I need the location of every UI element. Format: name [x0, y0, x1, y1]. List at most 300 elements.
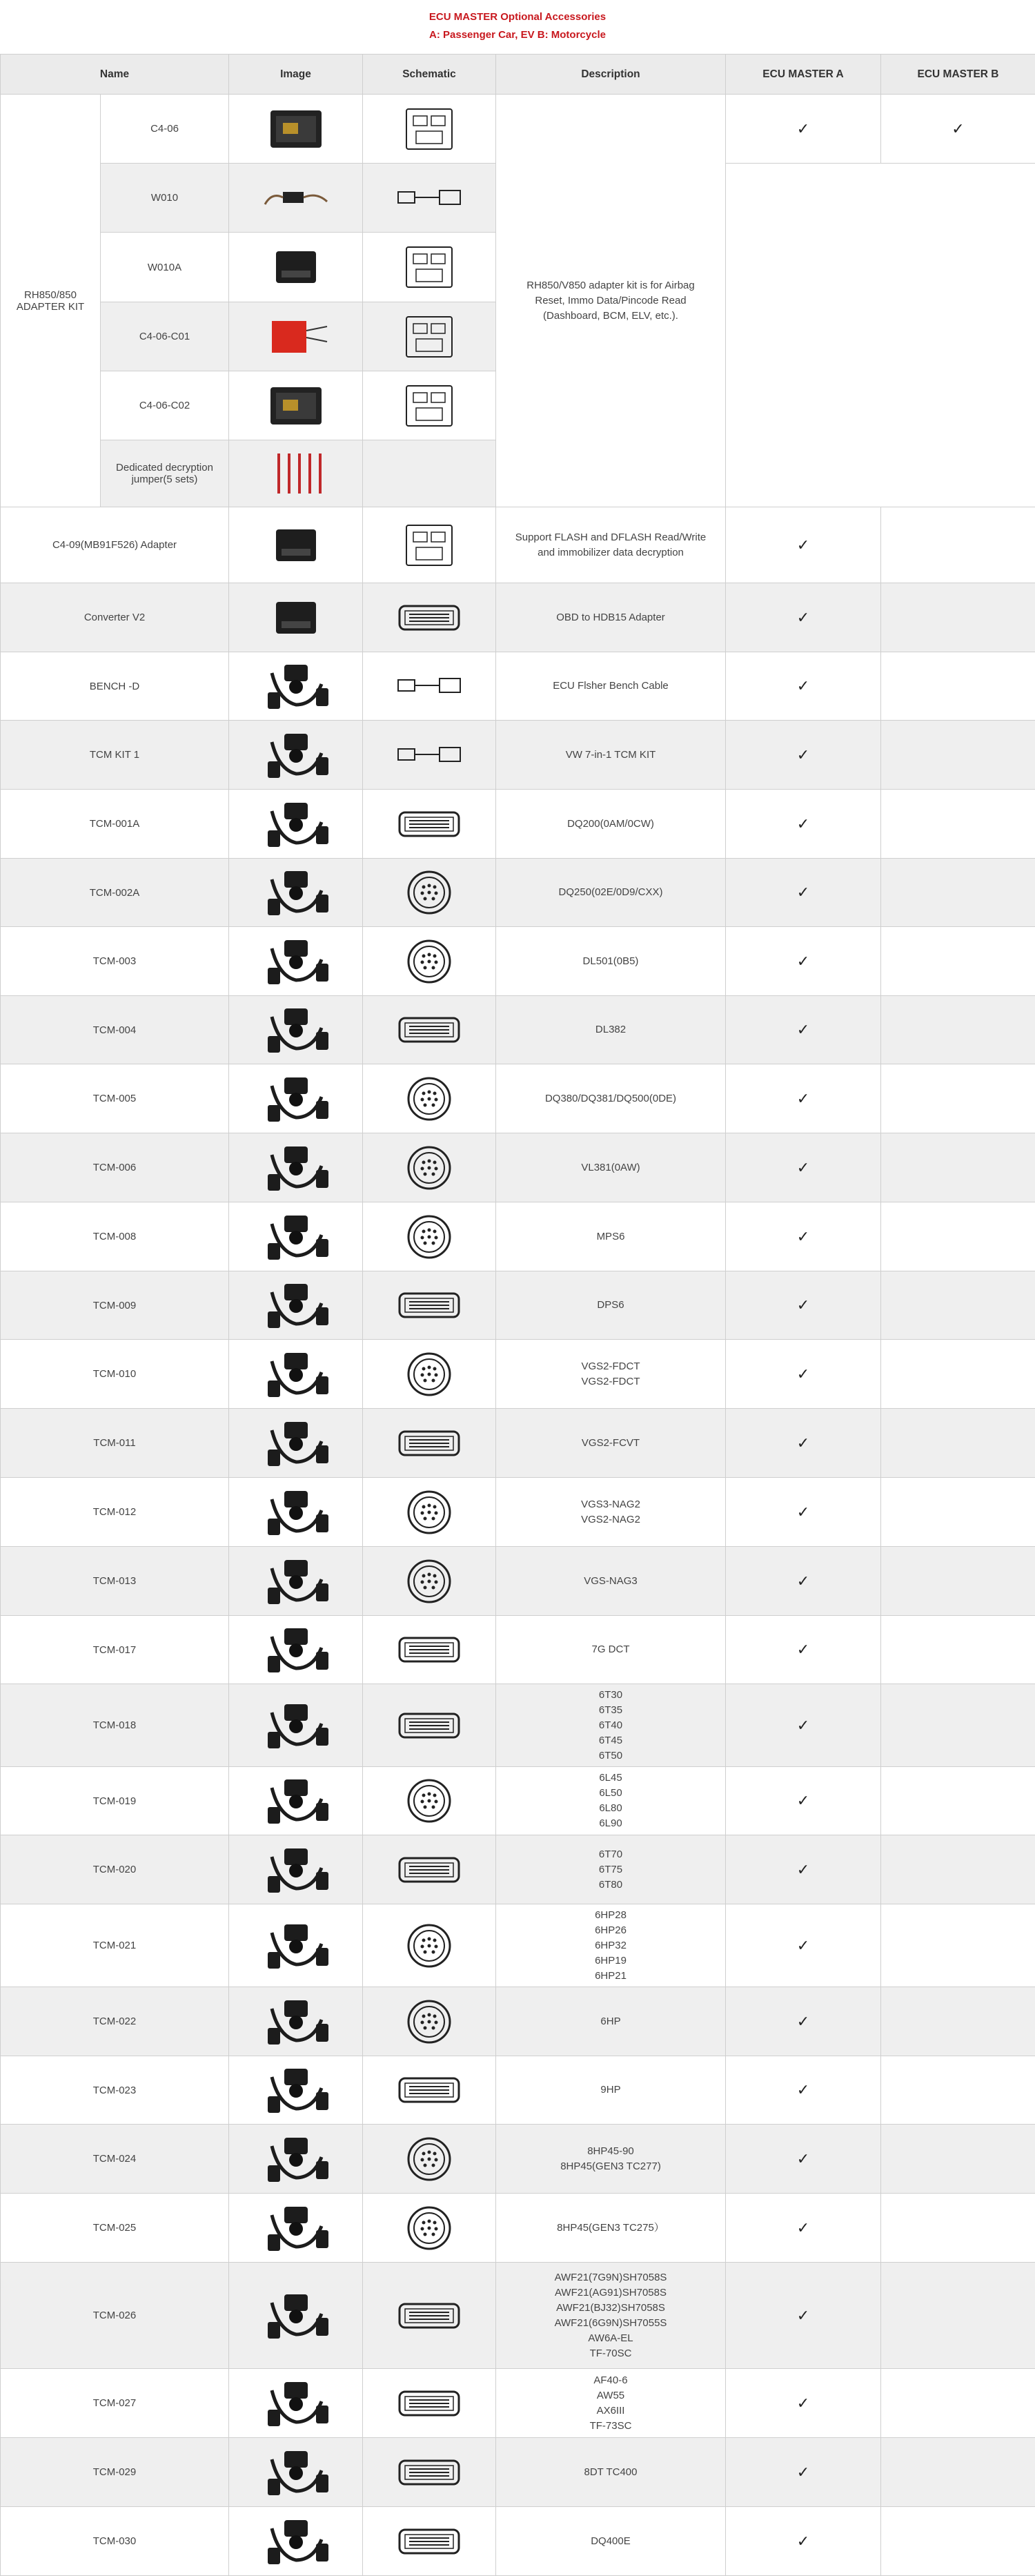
schematic-cell — [363, 440, 496, 507]
name-cell — [1, 1340, 229, 1409]
check-icon: ✓ — [797, 2081, 809, 2098]
cable-photo — [258, 1416, 334, 1470]
ecu-master-b-cell — [881, 927, 1035, 996]
cable-photo — [258, 171, 334, 225]
cable-photo — [258, 1623, 334, 1677]
ecu-master-b-cell — [881, 1904, 1035, 1987]
rect-connector-schematic-icon — [391, 1278, 467, 1332]
description-line: VGS2-FCVT — [496, 1436, 725, 1451]
round-connector-schematic-icon — [391, 1210, 467, 1264]
schematic-cell — [363, 371, 496, 440]
cable-photo — [258, 728, 334, 782]
name-cell — [1, 2369, 229, 2438]
description-line: 6HP32 — [496, 1938, 725, 1953]
ecu-master-a-cell — [726, 2369, 881, 2438]
name-cell — [1, 652, 229, 721]
description-line: 8HP45(GEN3 TC275） — [496, 2221, 725, 2236]
check-icon: ✓ — [797, 1228, 809, 1245]
name-cell — [1, 2194, 229, 2263]
cable-photo — [258, 518, 334, 572]
table-header-row — [1, 55, 1035, 95]
description-line: 6T50 — [496, 1748, 725, 1764]
image-cell — [229, 2056, 363, 2125]
schematic-cell — [363, 1684, 496, 1767]
ecu-master-a-cell — [726, 95, 881, 164]
round-connector-schematic-icon — [391, 1774, 467, 1828]
board-schematic-icon — [391, 518, 467, 572]
round-connector-schematic-icon — [391, 1347, 467, 1401]
table-row — [1, 652, 1035, 721]
kit-name-cell — [1, 95, 101, 507]
rect-connector-schematic-icon — [391, 2377, 467, 2430]
cable-photo — [258, 1699, 334, 1753]
name-cell — [1, 1064, 229, 1133]
description-cell — [496, 1271, 726, 1340]
rect-connector-schematic-icon — [391, 2289, 467, 2343]
schematic-cell — [363, 927, 496, 996]
cable-photo — [258, 1141, 334, 1195]
item-name: TCM-012 — [93, 1506, 137, 1518]
item-name-cell — [101, 371, 229, 440]
image-cell — [229, 1767, 363, 1835]
table-row — [1, 2438, 1035, 2507]
rect-connector-schematic-icon — [391, 591, 467, 645]
check-icon: ✓ — [797, 2219, 809, 2236]
table-row — [1, 1684, 1035, 1767]
description-line: AF40-6 — [496, 2373, 725, 2388]
image-cell — [229, 2263, 363, 2369]
description-cell — [496, 1684, 726, 1767]
description-line: DQ250(02E/0D9/CXX) — [496, 885, 725, 900]
table-row — [1, 1616, 1035, 1684]
description-line: 9HP — [496, 2082, 725, 2098]
schematic-cell — [363, 1133, 496, 1202]
description-cell — [496, 507, 726, 583]
description-line: MPS6 — [496, 1229, 725, 1245]
cable-photo — [258, 310, 334, 364]
description-line: VGS-NAG3 — [496, 1574, 725, 1589]
round-connector-schematic-icon — [391, 1554, 467, 1608]
ecu-master-a-cell — [726, 652, 881, 721]
ecu-master-a-cell — [726, 1202, 881, 1271]
table-row — [1, 583, 1035, 652]
description-line: 6T35 — [496, 1703, 725, 1718]
cable-photo — [258, 1919, 334, 1973]
schematic-cell — [363, 233, 496, 302]
check-icon: ✓ — [797, 677, 809, 694]
schematic-cell — [363, 1547, 496, 1616]
description-line: TF-73SC — [496, 2419, 725, 2434]
cable-photo — [258, 2515, 334, 2568]
item-name: TCM-027 — [93, 2397, 137, 2409]
board-schematic-icon — [391, 310, 467, 364]
rect-connector-schematic-icon — [391, 1003, 467, 1057]
image-cell — [229, 721, 363, 790]
check-icon: ✓ — [797, 1296, 809, 1314]
schematic-cell — [363, 2056, 496, 2125]
ecu-master-b-cell — [881, 507, 1035, 583]
ecu-master-b-cell — [881, 1202, 1035, 1271]
table-row — [1, 1767, 1035, 1835]
board-schematic-icon — [391, 240, 467, 294]
item-name: TCM-030 — [93, 2535, 137, 2547]
name-cell — [1, 790, 229, 859]
description-cell — [496, 1904, 726, 1987]
adapter-board-photo — [258, 102, 334, 156]
schematic-cell — [363, 2194, 496, 2263]
description-line: 6T40 — [496, 1718, 725, 1733]
name-cell — [1, 1684, 229, 1767]
ecu-master-a-cell — [726, 1133, 881, 1202]
kit-name: RH850/850 ADAPTER KIT — [17, 289, 84, 313]
description-cell — [496, 2438, 726, 2507]
ecu-master-a-cell — [726, 1904, 881, 1987]
table-row — [1, 1271, 1035, 1340]
cable-photo — [258, 659, 334, 713]
image-cell — [229, 507, 363, 583]
check-icon: ✓ — [797, 609, 809, 626]
description-cell — [496, 2507, 726, 2576]
description-line: VGS2-NAG2 — [496, 1512, 725, 1528]
description-line: 6T70 — [496, 1847, 725, 1862]
description-line: 6HP28 — [496, 1908, 725, 1923]
name-cell — [1, 2507, 229, 2576]
schematic-cell — [363, 583, 496, 652]
ecu-master-a-cell — [726, 2438, 881, 2507]
ecu-master-b-cell — [881, 1478, 1035, 1547]
table-row — [1, 1133, 1035, 1202]
schematic-cell — [363, 2369, 496, 2438]
ecu-master-b-cell — [881, 2056, 1035, 2125]
table-row — [1, 1409, 1035, 1478]
round-connector-schematic-icon — [391, 1141, 467, 1195]
description-line: 6HP19 — [496, 1953, 725, 1969]
ecu-master-b-cell — [881, 1547, 1035, 1616]
round-connector-schematic-icon — [391, 1072, 467, 1126]
item-name-cell — [101, 233, 229, 302]
description-cell — [496, 1616, 726, 1684]
item-name: TCM-002A — [90, 887, 140, 899]
col-header-ecu-master-b: ECU MASTER B — [881, 55, 1035, 95]
description-cell — [496, 1409, 726, 1478]
ecu-master-a-cell — [726, 1409, 881, 1478]
item-name: TCM-006 — [93, 1162, 137, 1173]
schematic-cell — [363, 2263, 496, 2369]
round-connector-schematic-icon — [391, 866, 467, 919]
check-icon: ✓ — [797, 2013, 809, 2030]
schematic-cell — [363, 1409, 496, 1478]
item-name: TCM-005 — [93, 1093, 137, 1104]
description-line: VL381(0AW) — [496, 1160, 725, 1175]
description-line: AWF21(6G9N)SH7055S — [496, 2316, 725, 2331]
ecu-master-a-cell — [726, 1987, 881, 2056]
description-cell — [496, 927, 726, 996]
item-name: C4-09(MB91F526) Adapter — [52, 539, 177, 551]
ecu-master-b-cell — [881, 652, 1035, 721]
item-name: TCM-026 — [93, 2310, 137, 2321]
ecu-master-a-cell — [726, 996, 881, 1064]
image-cell — [229, 302, 363, 371]
round-connector-schematic-icon — [391, 1919, 467, 1973]
cable-photo — [258, 1003, 334, 1057]
check-icon: ✓ — [797, 2463, 809, 2481]
item-name: TCM-025 — [93, 2222, 137, 2234]
rect-connector-schematic-icon — [391, 797, 467, 851]
board-schematic-icon — [391, 171, 467, 225]
image-cell — [229, 1904, 363, 1987]
schematic-cell — [363, 302, 496, 371]
description-line: AW6A-EL — [496, 2331, 725, 2346]
cable-photo — [258, 866, 334, 919]
cable-photo — [258, 1843, 334, 1897]
image-cell — [229, 1340, 363, 1409]
table-row — [1, 507, 1035, 583]
ecu-master-a-cell — [726, 1547, 881, 1616]
ecu-master-b-cell — [881, 1835, 1035, 1904]
item-name: W010A — [148, 262, 181, 273]
item-name: TCM-029 — [93, 2466, 137, 2478]
description-line: OBD to HDB15 Adapter — [496, 610, 725, 625]
item-name: Dedicated decryption jumper(5 sets) — [116, 462, 213, 485]
cable-photo — [258, 1485, 334, 1539]
description-line: VW 7-in-1 TCM KIT — [496, 748, 725, 763]
ecu-master-a-cell — [726, 927, 881, 996]
image-cell — [229, 2507, 363, 2576]
ecu-master-a-cell — [726, 2056, 881, 2125]
round-connector-schematic-icon — [391, 2132, 467, 2186]
item-name: TCM KIT 1 — [90, 749, 139, 761]
image-cell — [229, 233, 363, 302]
name-cell — [1, 1133, 229, 1202]
schematic-cell — [363, 652, 496, 721]
check-icon: ✓ — [797, 536, 809, 554]
cable-photo — [258, 1774, 334, 1828]
description-cell — [496, 2263, 726, 2369]
item-name: TCM-023 — [93, 2085, 137, 2096]
table-row — [1, 1904, 1035, 1987]
description-line: and immobilizer data decryption — [496, 545, 725, 560]
item-name-cell — [101, 95, 229, 164]
ecu-master-b-cell — [881, 1064, 1035, 1133]
description-line: 6HP26 — [496, 1923, 725, 1938]
description-cell — [496, 721, 726, 790]
schematic-cell — [363, 790, 496, 859]
kit-description: RH850/V850 adapter kit is for Airbag Reset, Immo Data/Pincode Read (Dashboard, BCM, ELV, etc.). — [496, 278, 725, 324]
kit-description-cell — [496, 95, 726, 507]
description-line: VGS2-FDCT — [496, 1359, 725, 1374]
check-icon: ✓ — [797, 1365, 809, 1383]
table-row — [1, 996, 1035, 1064]
schematic-cell — [363, 2507, 496, 2576]
image-cell — [229, 859, 363, 927]
schematic-cell — [363, 1835, 496, 1904]
description-line: 6T75 — [496, 1862, 725, 1877]
schematic-cell — [363, 2438, 496, 2507]
ecu-master-b-cell — [881, 2263, 1035, 2369]
description-cell — [496, 583, 726, 652]
ecu-master-a-cell — [726, 583, 881, 652]
cable-photo — [258, 1347, 334, 1401]
name-cell — [1, 1271, 229, 1340]
image-cell — [229, 583, 363, 652]
item-name: TCM-019 — [93, 1795, 137, 1807]
ecu-master-a-cell — [726, 1684, 881, 1767]
image-cell — [229, 1271, 363, 1340]
check-icon: ✓ — [797, 953, 809, 970]
cable-photo — [258, 2201, 334, 2255]
description-cell — [496, 1767, 726, 1835]
page-header — [0, 0, 1035, 54]
ecu-master-a-cell — [726, 1616, 881, 1684]
schematic-cell — [363, 1271, 496, 1340]
ecu-master-b-cell — [881, 1271, 1035, 1340]
table-row — [1, 2507, 1035, 2576]
description-line: 6HP21 — [496, 1969, 725, 1984]
description-cell — [496, 1202, 726, 1271]
image-cell — [229, 371, 363, 440]
name-cell — [1, 996, 229, 1064]
cable-photo — [258, 240, 334, 294]
description-line: AW55 — [496, 2388, 725, 2403]
item-name: TCM-010 — [93, 1368, 137, 1380]
accessories-table — [0, 54, 1035, 2576]
table-row — [1, 1547, 1035, 1616]
rect-connector-schematic-icon — [391, 1623, 467, 1677]
image-cell — [229, 1133, 363, 1202]
col-header-name: Name — [1, 55, 229, 95]
image-cell — [229, 95, 363, 164]
schematic-cell — [363, 164, 496, 233]
check-icon: ✓ — [797, 1572, 809, 1590]
description-line: VGS3-NAG2 — [496, 1497, 725, 1512]
check-icon: ✓ — [952, 120, 964, 137]
name-cell — [1, 1987, 229, 2056]
table-row — [1, 2125, 1035, 2194]
schematic-cell — [363, 1904, 496, 1987]
check-icon: ✓ — [797, 1641, 809, 1658]
adapter-board-photo — [258, 379, 334, 433]
rect-connector-schematic-icon — [391, 2063, 467, 2117]
description-line: DPS6 — [496, 1298, 725, 1313]
check-icon: ✓ — [797, 1503, 809, 1521]
check-icon: ✓ — [797, 1021, 809, 1038]
ecu-master-a-cell — [726, 721, 881, 790]
item-name: C4-06-C01 — [139, 331, 190, 342]
board-schematic-icon — [391, 659, 467, 713]
name-cell — [1, 583, 229, 652]
col-header-ecu-master-a: ECU MASTER A — [726, 55, 881, 95]
item-name: TCM-013 — [93, 1575, 137, 1587]
ecu-master-b-cell — [881, 1987, 1035, 2056]
description-line: 6L45 — [496, 1770, 725, 1786]
cable-photo — [258, 591, 334, 645]
ecu-master-b-cell — [881, 95, 1035, 164]
schematic-cell — [363, 996, 496, 1064]
round-connector-schematic-icon — [391, 935, 467, 988]
schematic-cell — [363, 1340, 496, 1409]
item-name: TCM-008 — [93, 1231, 137, 1242]
item-name: TCM-001A — [90, 818, 140, 830]
check-icon: ✓ — [797, 2150, 809, 2167]
page-subtitle: A: Passenger Car, EV B: Motorcycle — [0, 26, 1035, 44]
cable-photo — [258, 2063, 334, 2117]
image-cell — [229, 2369, 363, 2438]
item-name: TCM-021 — [93, 1940, 137, 1951]
ecu-master-a-cell — [726, 1064, 881, 1133]
ecu-master-b-cell — [881, 996, 1035, 1064]
table-row — [1, 1340, 1035, 1409]
description-line: DQ380/DQ381/DQ500(0DE) — [496, 1091, 725, 1106]
check-icon: ✓ — [797, 120, 809, 137]
ecu-master-a-cell — [726, 2125, 881, 2194]
rect-connector-schematic-icon — [391, 2446, 467, 2499]
item-name: Converter V2 — [84, 612, 145, 623]
check-icon: ✓ — [797, 2307, 809, 2324]
round-connector-schematic-icon — [391, 2201, 467, 2255]
ecu-master-b-cell — [881, 2125, 1035, 2194]
description-line: 7G DCT — [496, 1642, 725, 1657]
description-line: 8HP45-90 — [496, 2144, 725, 2159]
check-icon: ✓ — [797, 1159, 809, 1176]
ecu-master-b-cell — [881, 790, 1035, 859]
description-cell — [496, 1064, 726, 1133]
cable-photo — [258, 2132, 334, 2186]
rect-connector-schematic-icon — [391, 1843, 467, 1897]
image-cell — [229, 1835, 363, 1904]
cable-photo — [258, 1072, 334, 1126]
description-cell — [496, 1835, 726, 1904]
jumper-wires-photo — [258, 447, 334, 500]
name-cell — [1, 1616, 229, 1684]
image-cell — [229, 996, 363, 1064]
description-line: 6T80 — [496, 1877, 725, 1893]
table-row — [1, 2369, 1035, 2438]
item-name-cell — [101, 164, 229, 233]
image-cell — [229, 2438, 363, 2507]
cable-photo — [258, 1278, 334, 1332]
table-row — [1, 1202, 1035, 1271]
ecu-master-b-cell — [881, 1684, 1035, 1767]
ecu-master-b-cell — [881, 1133, 1035, 1202]
item-name: C4-06-C02 — [139, 400, 190, 411]
schematic-cell — [363, 1767, 496, 1835]
ecu-master-a-cell — [726, 1835, 881, 1904]
round-connector-schematic-icon — [391, 1485, 467, 1539]
cable-photo — [258, 1995, 334, 2049]
description-line: 6HP — [496, 2014, 725, 2029]
check-icon: ✓ — [797, 1434, 809, 1452]
page-title: ECU MASTER Optional Accessories — [0, 8, 1035, 26]
ecu-master-b-cell — [881, 721, 1035, 790]
description-cell — [496, 1133, 726, 1202]
description-line: 6L50 — [496, 1786, 725, 1801]
round-connector-schematic-icon — [391, 1995, 467, 2049]
ecu-master-b-cell — [881, 2194, 1035, 2263]
name-cell — [1, 927, 229, 996]
image-cell — [229, 1064, 363, 1133]
image-cell — [229, 1684, 363, 1767]
description-line: AX6III — [496, 2403, 725, 2419]
check-icon: ✓ — [797, 1861, 809, 1878]
schematic-cell — [363, 95, 496, 164]
cable-photo — [258, 1210, 334, 1264]
ecu-master-a-cell — [726, 790, 881, 859]
table-row — [1, 1478, 1035, 1547]
description-cell — [496, 2194, 726, 2263]
item-name: C4-06 — [150, 123, 179, 135]
description-line: Support FLASH and DFLASH Read/Write — [496, 530, 725, 545]
table-row — [1, 1835, 1035, 1904]
